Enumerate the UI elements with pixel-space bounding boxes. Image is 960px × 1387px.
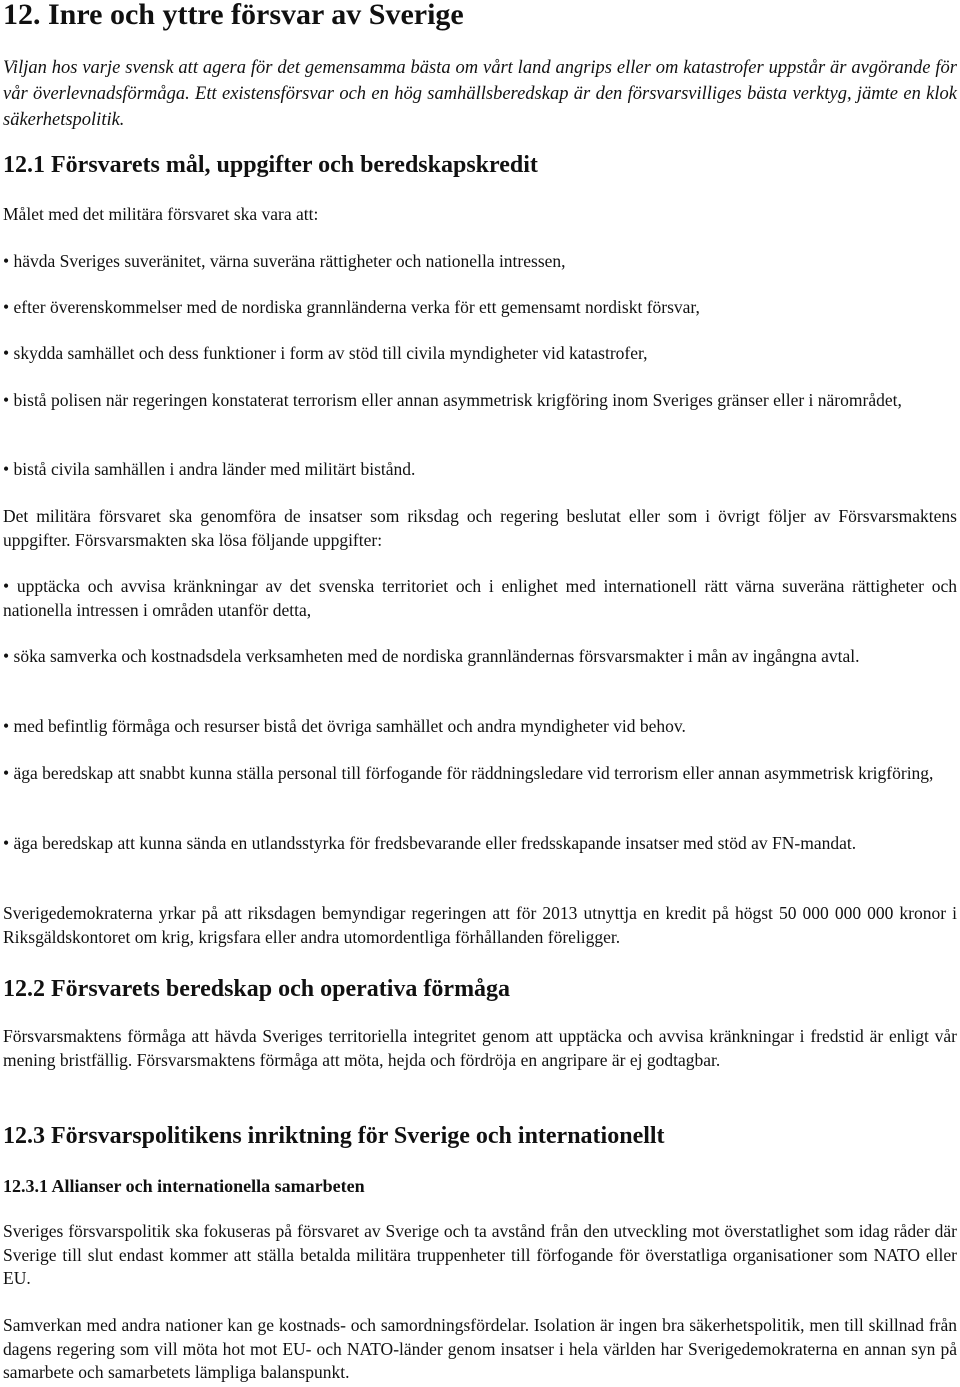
chapter-heading: 12. Inre och yttre försvar av Sverige [3, 0, 464, 31]
goal-item: • hävda Sveriges suveränitet, värna suveräna rättigheter och nationella intressen, [3, 250, 957, 274]
section-heading-12-2: 12.2 Försvarets beredskap och operativa förmåga [3, 976, 511, 1002]
task-item: • upptäcka och avvisa kränkningar av det svenska territoriet och i enlighet med internationell rätt värna suveräna rättigheter och nationella intressen i områden utanför detta, [3, 575, 957, 622]
goal-item: • efter överenskommelser med de nordiska grannländerna verka för ett gemensamt nordiskt försvar, [3, 296, 957, 320]
task-item: • söka samverka och kostnadsdela verksamheten med de nordiska grannländernas försvarsmakter i mån av ingångna avtal. [3, 645, 957, 669]
section-heading-12-3: 12.3 Försvarspolitikens inriktning för Sverige och internationellt [3, 1123, 665, 1149]
goal-item: • bistå civila samhällen i andra länder med militärt bistånd. [3, 458, 957, 482]
task-item: • äga beredskap att kunna sända en utlandsstyrka för fredsbevarande eller fredsskapande insatser med stöd av FN-mandat. [3, 832, 957, 856]
goal-item: • skydda samhället och dess funktioner i form av stöd till civila myndigheter vid katastrofer, [3, 342, 957, 366]
alliances-paragraph-1: Sveriges försvarspolitik ska fokuseras på försvaret av Sverige och ta avstånd från den utveckling mot överstatlighet som idag råder där Sverige till slut endast kommer att ställa betalda militära truppenheter till förfogande för överstatliga organisationer som NATO eller EU. [3, 1221, 957, 1288]
alliances-paragraph-2: Samverkan med andra nationer kan ge kostnads- och samordningsfördelar. Isolation är ingen bra säkerhetspolitik, men till skillnad från dagens regering som vill möta hot mot EU- och NATO-länder genom insatser i hela världen har Sverigedemokraterna en annan syn på samarbete och samarbetets lämpliga balanspunkt. [3, 1315, 957, 1382]
chapter-intro: Viljan hos varje svensk att agera för det gemensamma bästa om vårt land angrips eller om katastrofer uppstår är avgörande för vår överlevnadsförmåga. Ett existensförsvar och en hög samhällsberedskap är den försvarsvilliges bästa verktyg, jämte en klok säkerhetspolitik. [3, 58, 957, 130]
tasks-intro: Det militära försvaret ska genomföra de insatser som riksdag och regering beslutat eller som i övrigt följer av Försvarsmaktens uppgifter. Försvarsmakten ska lösa följande uppgifter: [3, 506, 957, 550]
task-item: • äga beredskap att snabbt kunna ställa personal till förfogande för räddningsledare vid terrorism eller annan asymmetrisk krigföring, [3, 762, 957, 786]
credit-paragraph: Sverigedemokraterna yrkar på att riksdagen bemyndigar regeringen att för 2013 utnyttja en kredit på högst 50 000 000 000 kronor i Riksgäldskontoret om krig, krigsfara eller andra utomordentliga förhållanden föreligger. [3, 903, 957, 947]
goals-lead: Målet med det militära försvaret ska vara att: [3, 204, 319, 224]
section-heading-12-1: 12.1 Försvarets mål, uppgifter och beredskapskredit [3, 152, 538, 178]
subsection-heading-12-3-1: 12.3.1 Allianser och internationella samarbeten [3, 1176, 365, 1196]
readiness-paragraph: Försvarsmaktens förmåga att hävda Sveriges territoriella integritet genom att upptäcka och avvisa kränkningar i fredstid är enligt vår mening bristfällig. Försvarsmaktens förmåga att möta, hejda och fördröja en angripare är ej godtagbar. [3, 1026, 957, 1070]
task-item: • med befintlig förmåga och resurser bistå det övriga samhället och andra myndigheter vid behov. [3, 715, 957, 739]
goal-item: • bistå polisen när regeringen konstaterat terrorism eller annan asymmetrisk krigföring inom Sveriges gränser eller i närområdet, [3, 389, 957, 413]
